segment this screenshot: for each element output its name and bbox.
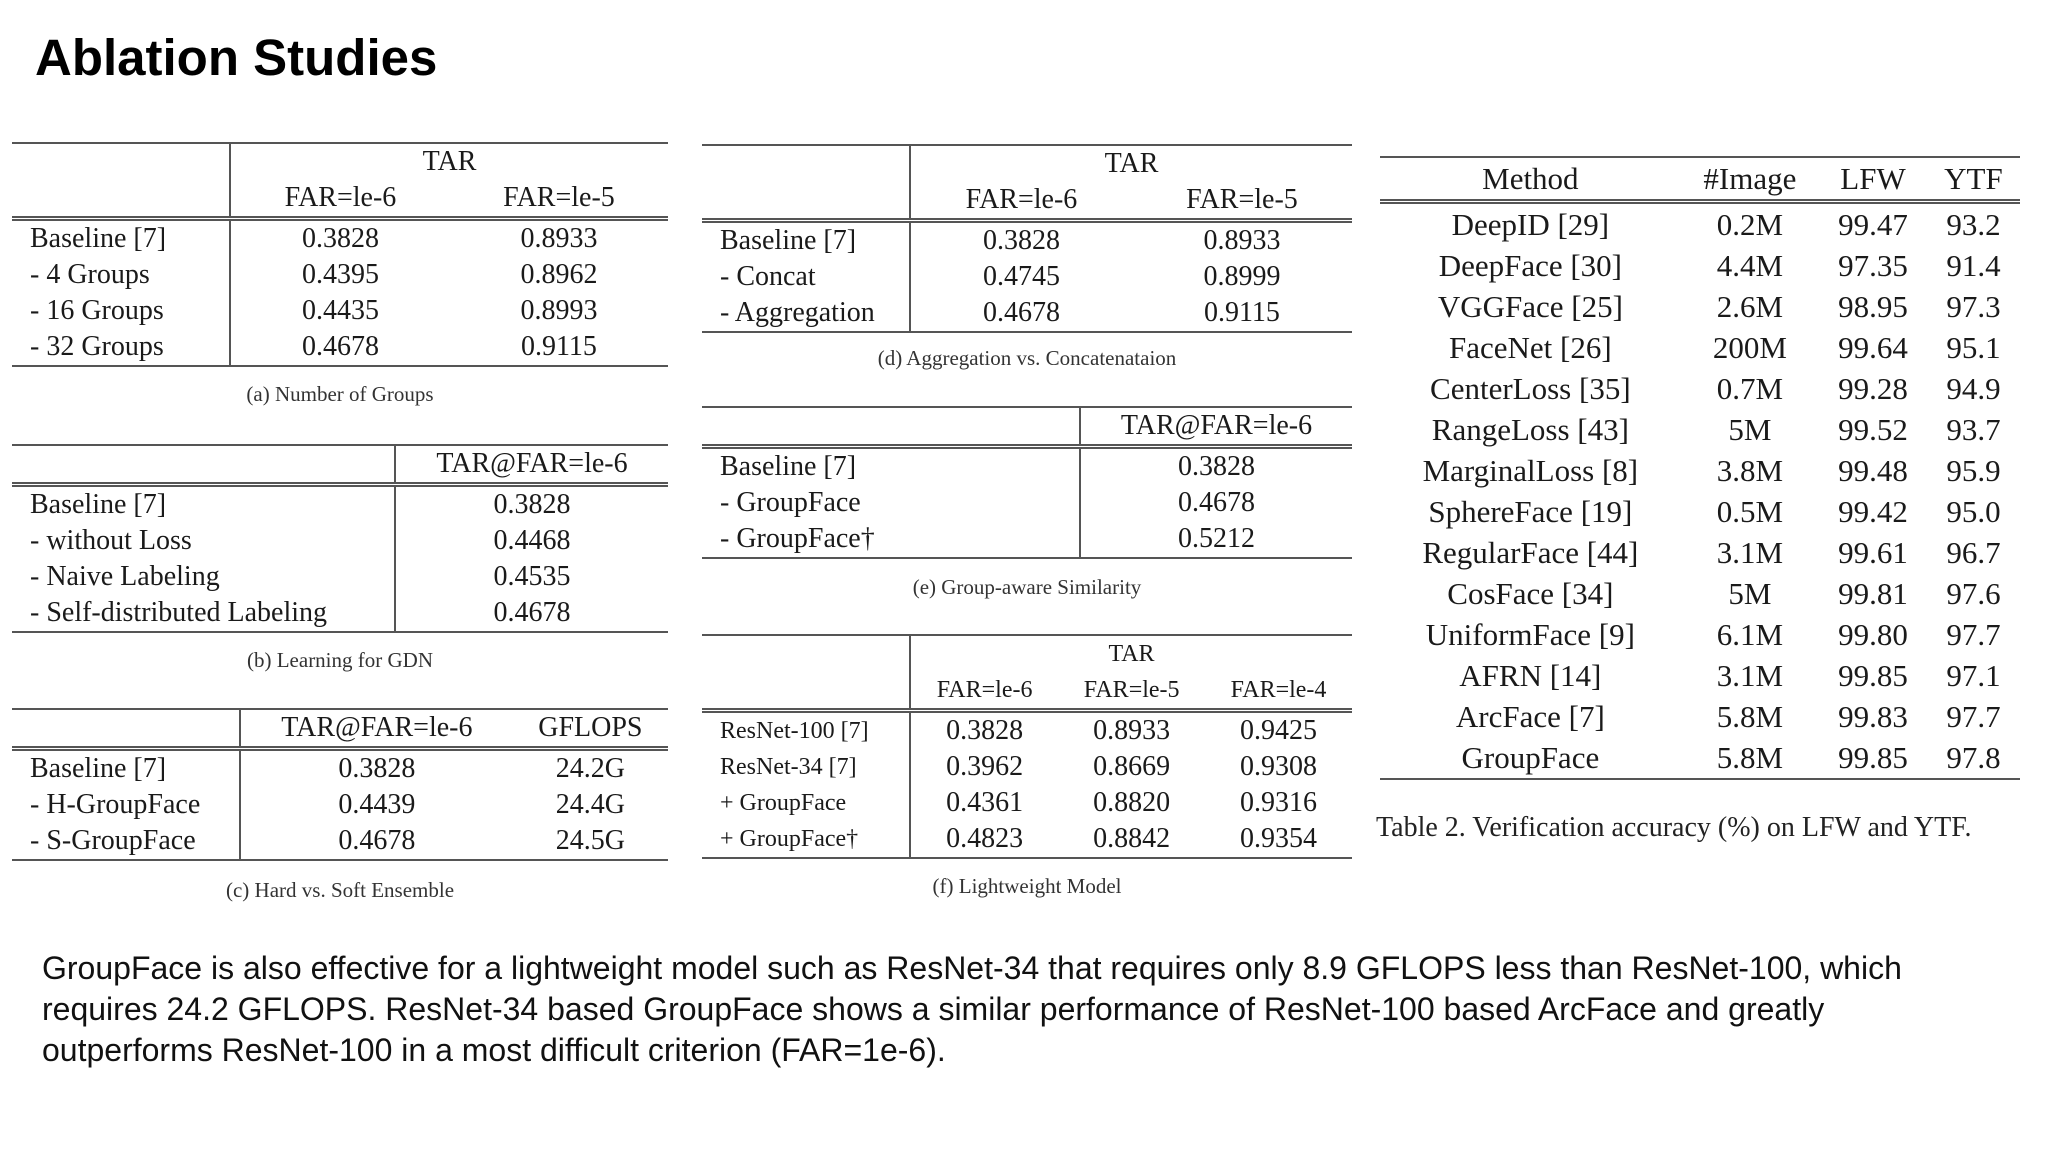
table-row: RegularFace [44] 3.1M 99.61 96.7: [1422, 535, 2001, 570]
table-row: VGGFace [25] 2.6M 98.95 97.3: [1437, 289, 2001, 324]
column-header: FAR=le-6: [284, 182, 397, 213]
table-number-of-groups: [12, 142, 668, 367]
table-row: Baseline [7] 0.3828: [12, 485, 668, 524]
table-caption: (c) Hard vs. Soft Ensemble: [225, 878, 455, 902]
table-row: - 16 Groups 0.4435 0.8993: [12, 293, 668, 329]
table-row: - without Loss 0.4468: [12, 523, 668, 559]
column-header: FAR=le-4: [1230, 677, 1327, 703]
table-row: + GroupFace 0.4361 0.8820 0.9316: [702, 785, 1352, 821]
table-row: RangeLoss [43] 5M 99.52 93.7: [1431, 412, 2001, 447]
column-header: #Image: [1703, 161, 1797, 196]
table-row: ResNet-100 [7] 0.3828 0.8933 0.9425: [702, 711, 1352, 750]
table-row: + GroupFace† 0.4823 0.8842 0.9354: [702, 821, 1352, 858]
table-row: MarginalLoss [8] 3.8M 99.48 95.9: [1422, 453, 2001, 488]
column-header: FAR=le-6: [936, 677, 1033, 703]
table-row: - S-GroupFace 0.4678 24.5G: [12, 823, 668, 860]
table-aggregation-vs-concatenation: [702, 144, 1352, 333]
table-row: - Self-distributed Labeling 0.4678: [12, 595, 668, 632]
tar-header: TAR: [422, 146, 477, 177]
column-header: FAR=le-6: [965, 184, 1078, 215]
column-header: TAR@FAR=le-6: [1120, 410, 1313, 441]
table-row: SphereFace [19] 0.5M 99.42 95.0: [1428, 494, 2001, 529]
table-row: Baseline [7] 0.3828 0.8933: [12, 219, 668, 258]
table-lightweight-model: [702, 634, 1352, 859]
table-row: ResNet-34 [7] 0.3962 0.8669 0.9308: [702, 749, 1352, 785]
column-header: LFW: [1840, 161, 1906, 196]
body-paragraph: GroupFace is also effective for a lightweight model such as ResNet-34 that requires only 8.9 GFLOPS less than ResNet-100, which requires 24.2 GFLOPS. ResNet-34 based GroupFace shows a similar performance of ResNet-100 based ArcFace and greatly outperforms ResNet-100 in a most difficult criterion (FAR=1e-6).: [42, 950, 1902, 1068]
table-group-aware-similarity: [702, 406, 1352, 559]
table-row: ArcFace [7] 5.8M 99.83 97.7: [1455, 699, 2001, 734]
column-header: FAR=le-5: [1186, 184, 1298, 215]
table-row: GroupFace 5.8M 99.85 97.8: [1380, 737, 2020, 779]
column-header: TAR@FAR=le-6: [436, 448, 628, 479]
table-caption: (e) Group-aware Similarity: [912, 575, 1142, 599]
table-hard-vs-soft-ensemble: [12, 708, 668, 861]
table-caption: (f) Lightweight Model: [932, 874, 1122, 898]
table-caption: (a) Number of Groups: [246, 382, 434, 406]
table-caption: (d) Aggregation vs. Concatenataion: [877, 346, 1177, 370]
table-row: - Aggregation 0.4678 0.9115: [702, 295, 1352, 332]
column-header: FAR=le-5: [1083, 677, 1180, 703]
table-row: AFRN [14] 3.1M 99.85 97.1: [1459, 658, 2001, 693]
table-row: - 4 Groups 0.4395 0.8962: [12, 257, 668, 293]
table-row: DeepID [29] 0.2M 99.47 93.2: [1451, 207, 2001, 242]
column-header: GFLOPS: [538, 712, 643, 743]
table-row: Baseline [7] 0.3828: [702, 447, 1352, 486]
column-header: Method: [1482, 161, 1579, 196]
tar-header: TAR: [1104, 148, 1159, 179]
table-row: - 32 Groups 0.4678 0.9115: [12, 329, 668, 366]
table-caption: Table 2. Verification accuracy (%) on LFW and YTF.: [1376, 812, 1972, 843]
table-row: CenterLoss [35] 0.7M 99.28 94.9: [1430, 371, 2001, 406]
table-row: - Naive Labeling 0.4535: [12, 559, 668, 595]
table-row: - GroupFace 0.4678: [702, 485, 1352, 521]
table-row: UniformFace [9] 6.1M 99.80 97.7: [1425, 617, 2001, 652]
table-row: - Concat 0.4745 0.8999: [702, 259, 1352, 295]
table-row: - GroupFace† 0.5212: [702, 521, 1352, 558]
slide-title: Ablation Studies: [35, 29, 438, 86]
table-caption: (b) Learning for GDN: [246, 648, 434, 672]
column-header: TAR@FAR=le-6: [281, 712, 473, 743]
tar-header: TAR: [1108, 641, 1155, 667]
table-row: Baseline [7] 0.3828 0.8933: [702, 221, 1352, 260]
table-row: DeepFace [30] 4.4M 97.35 91.4: [1438, 248, 2001, 283]
table-learning-for-gdn: [12, 444, 668, 633]
column-header: FAR=le-5: [503, 182, 615, 213]
column-header: YTF: [1944, 161, 2003, 196]
table-row: CosFace [34] 5M 99.81 97.6: [1447, 576, 2001, 611]
table-row: - H-GroupFace 0.4439 24.4G: [12, 787, 668, 823]
table-verification-accuracy: [1380, 156, 2020, 780]
table-row: FaceNet [26] 200M 99.64 95.1: [1449, 330, 2001, 365]
table-row: Baseline [7] 0.3828 24.2G: [12, 749, 668, 788]
